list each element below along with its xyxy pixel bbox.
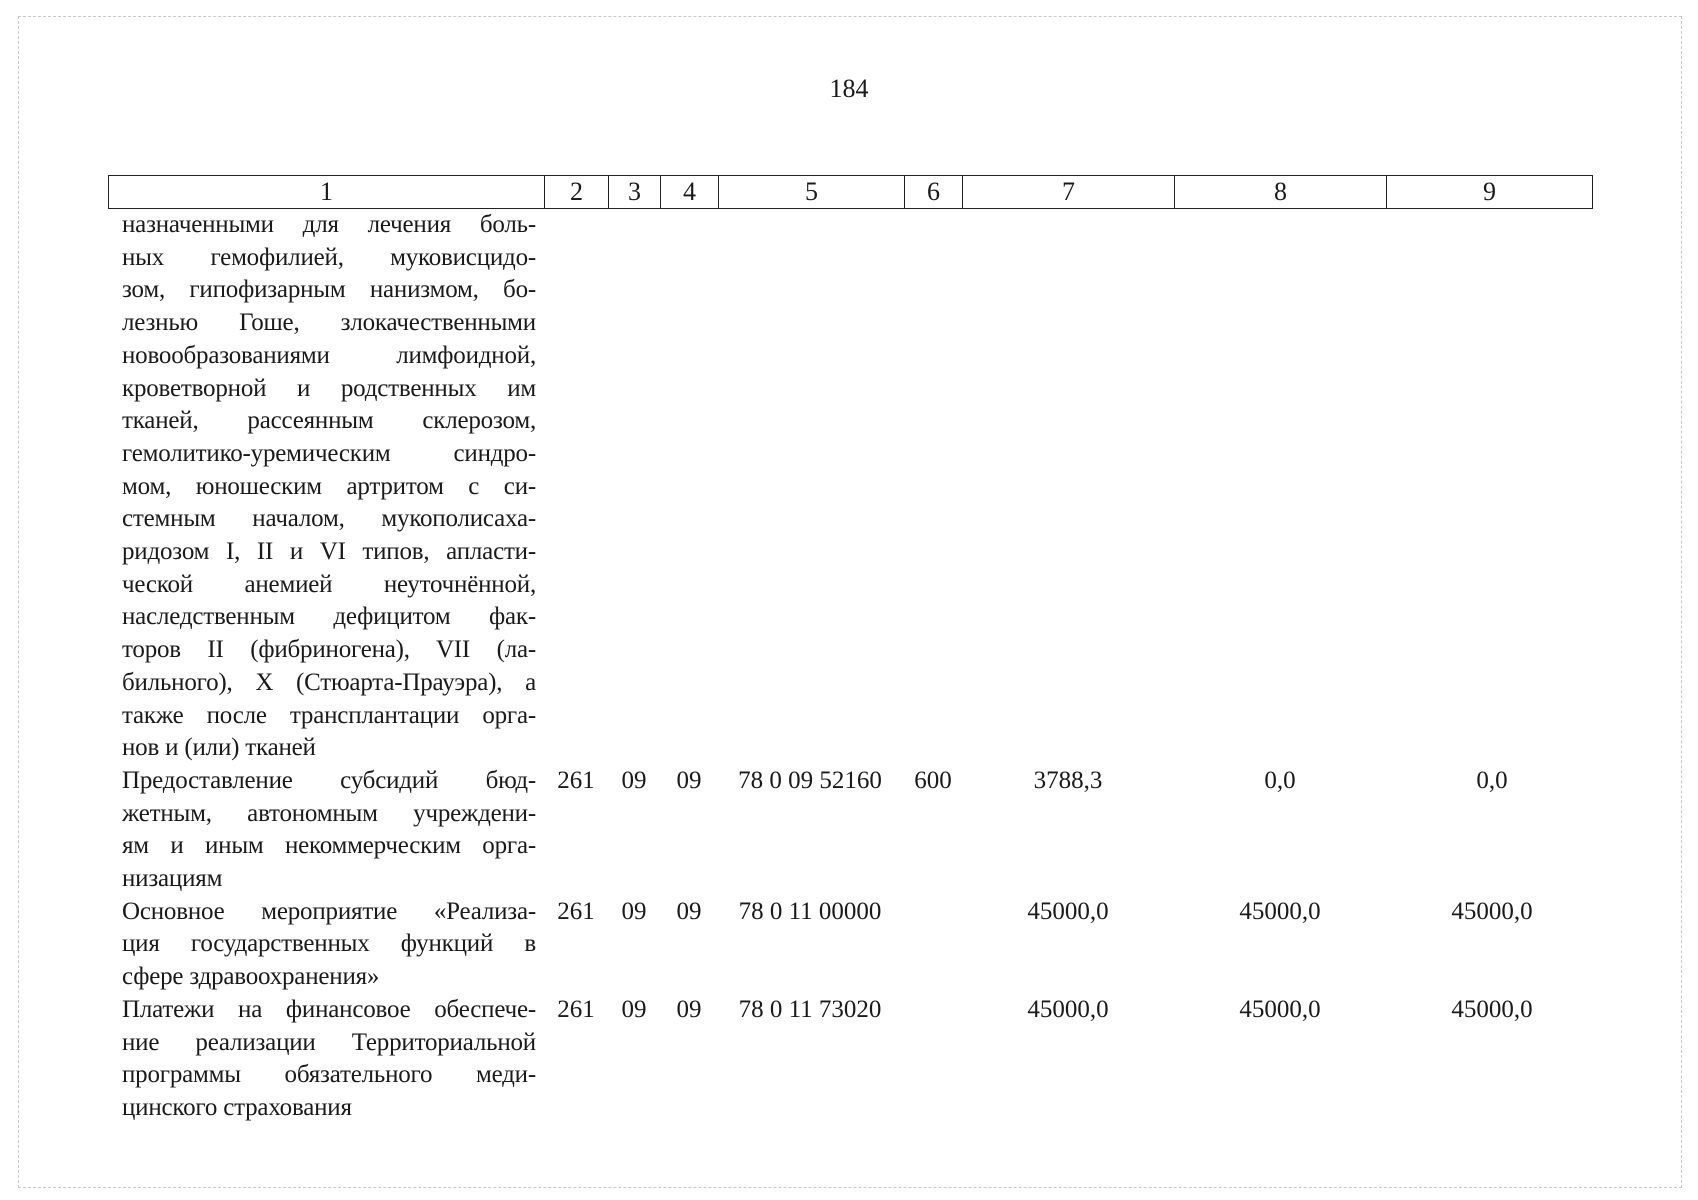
cell-col-6: 600 [914,766,952,794]
col-header-9: 9 [1387,176,1593,209]
text-line: стемным началом, мукополисаха- [122,505,536,533]
cell-col-7: 45000,0 [1027,897,1109,925]
text-line: низациям [122,865,223,893]
text-line: также после трансплантации орга- [122,701,536,729]
cell-col-4: 09 [676,766,702,794]
text-line: нов и (или) тканей [122,734,316,762]
row-description [108,209,536,765]
text-line: ческой анемией неуточнённой, [122,570,536,598]
col-header-1: 1 [109,176,545,209]
text-line: ям и иным некоммерческим орга- [122,832,536,860]
text-line: новообразованиями лимфоидной, [122,341,536,369]
cell-col-8: 45000,0 [1239,995,1321,1023]
header-row [109,176,1593,209]
cell-col-4: 09 [676,995,702,1023]
cell-col-8: 45000,0 [1239,897,1321,925]
text-line: мом, юношеским артритом с си- [122,472,536,500]
cell-col-9: 0,0 [1476,766,1508,794]
text-line: ние реализации Территориальной [122,1028,536,1056]
cell-col-5: 78 0 11 73020 [738,995,882,1023]
text-line: лезнью Гоше, злокачественными [122,309,536,337]
cell-col-3: 09 [621,766,647,794]
table-row [108,765,1592,896]
col-header-8: 8 [1175,176,1387,209]
page-number: 184 [829,74,869,103]
text-line: Платежи на финансовое обеспече- [122,995,536,1023]
table-row [108,209,1592,765]
row-description [108,765,536,896]
text-line: назначенными для лечения боль- [122,211,536,238]
col-header-7: 7 [963,176,1175,209]
row-description [108,896,536,994]
cell-col-7: 45000,0 [1027,995,1109,1023]
col-header-6: 6 [905,176,963,209]
text-line: ридозом I, II и VI типов, апласти- [122,538,536,566]
cell-col-2: 261 [557,897,595,925]
table-body [108,209,1592,1125]
text-line: Основное мероприятие «Реализа- [122,897,536,925]
text-line: жетным, автономным учреждени- [122,799,536,827]
col-header-2: 2 [545,176,609,209]
text-line: цинского страхования [122,1093,352,1121]
cell-col-9: 45000,0 [1451,995,1533,1023]
col-header-3: 3 [609,176,661,209]
text-line: сфере здравоохранения» [122,963,380,991]
text-line: кроветворной и родственных им [122,374,536,402]
text-line: бильного), X (Стюарта-Прауэра), а [122,668,536,696]
row-description [108,994,536,1125]
cell-col-3: 09 [621,995,647,1023]
text-line: торов II (фибриногена), VII (ла- [122,636,536,664]
table-row [108,994,1592,1125]
table-row [108,896,1592,994]
cell-col-7: 3788,3 [1033,766,1103,794]
text-line: ция государственных функций в [122,930,536,958]
text-line: зом, гипофизарным нанизмом, бо- [122,276,536,304]
cell-col-2: 261 [557,995,595,1023]
text-line: программы обязательного меди- [122,1061,536,1089]
col-header-5: 5 [719,176,905,209]
text-line: Предоставление субсидий бюд- [122,766,536,794]
cell-col-8: 0,0 [1264,766,1296,794]
cell-col-9: 45000,0 [1451,897,1533,925]
cell-col-5: 78 0 11 00000 [738,897,882,925]
column-header-table [108,175,1593,209]
cell-col-3: 09 [621,897,647,925]
text-line: гемолитико-уремическим синдро- [122,439,536,467]
text-line: ных гемофилией, муковисцидо- [122,243,536,271]
cell-col-2: 261 [557,766,595,794]
text-line: тканей, рассеянным склерозом, [122,407,536,435]
cell-col-4: 09 [676,897,702,925]
cell-col-5: 78 0 09 52160 [738,766,882,794]
col-header-4: 4 [661,176,719,209]
text-line: наследственным дефицитом фак- [122,603,536,631]
